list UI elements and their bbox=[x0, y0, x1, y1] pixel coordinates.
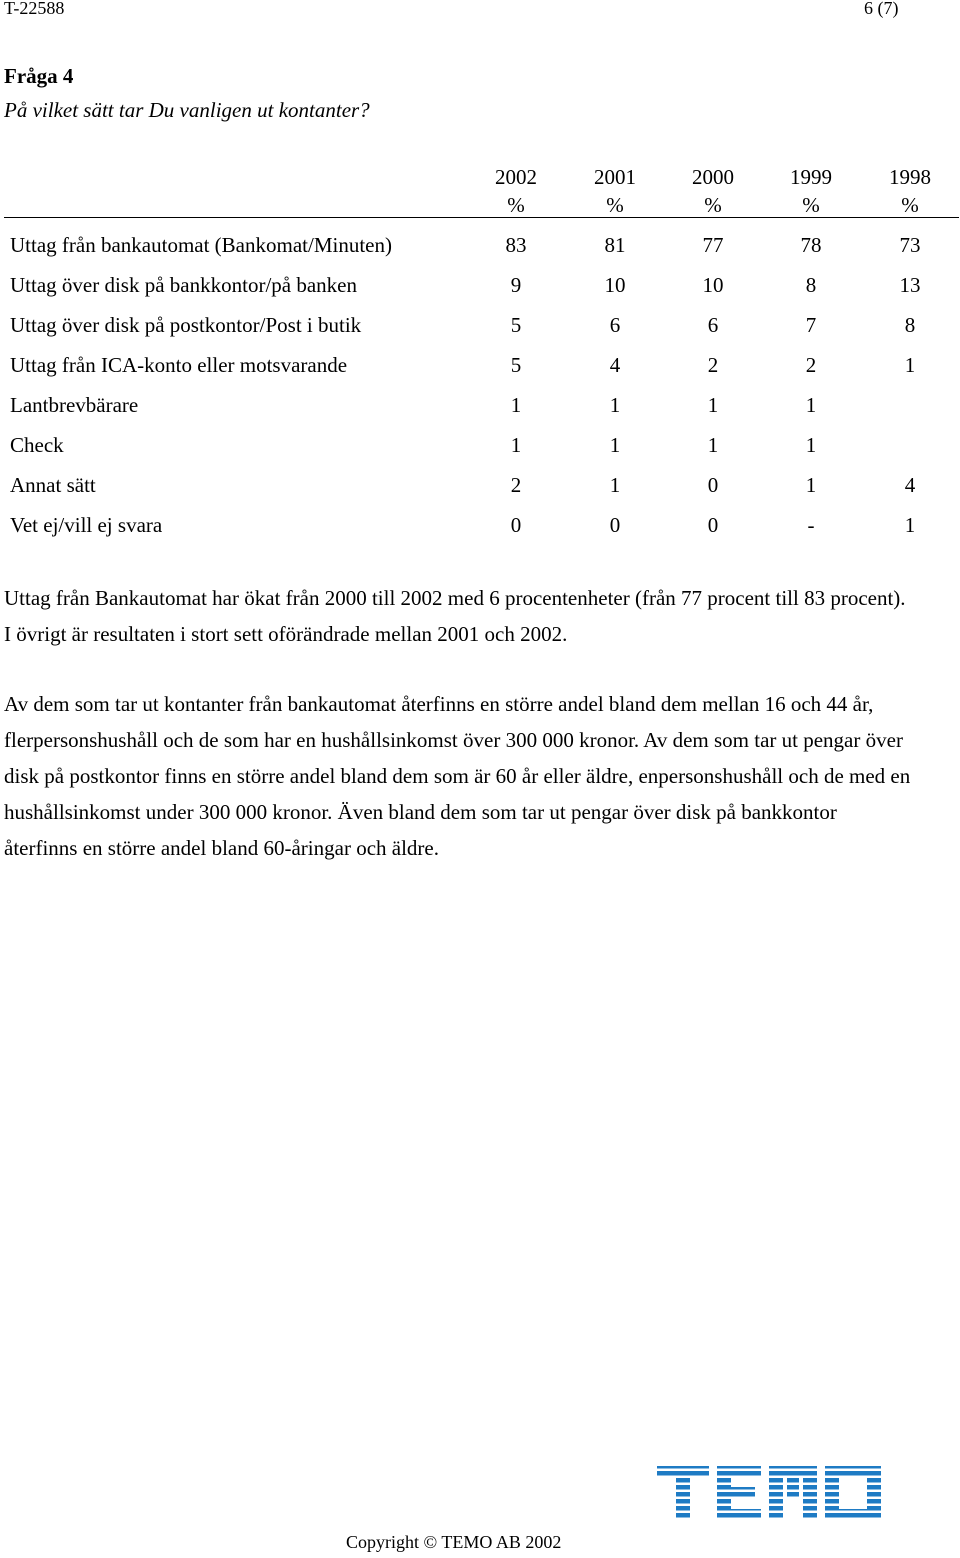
table-cell: 81 bbox=[604, 233, 626, 257]
row-label: Uttag från ICA-konto eller motsvarande bbox=[10, 353, 348, 377]
column-header-1998 bbox=[875, 163, 945, 219]
column-year: 2002 bbox=[495, 165, 537, 189]
summary-paragraph: Uttag från Bankautomat har ökat från 2000 till 2002 med 6 procentenheter (från 77 procent till 83 procent). I övrigt är resultaten i stort sett oförändrade mellan 2001 och 2002. bbox=[4, 586, 906, 646]
row-label: Annat sätt bbox=[10, 473, 96, 497]
page-number: 6 (7) bbox=[864, 0, 899, 18]
table-cell: 2 bbox=[707, 353, 719, 377]
column-year: 2000 bbox=[692, 165, 734, 189]
column-unit: % bbox=[901, 193, 919, 217]
table-cell: 4 bbox=[609, 353, 621, 377]
column-year: 1999 bbox=[790, 165, 832, 189]
table-cell: 13 bbox=[899, 273, 921, 297]
row-label: Uttag över disk på bankkontor/på banken bbox=[10, 273, 357, 297]
table-cell: 77 bbox=[702, 233, 724, 257]
table-cell: 1 bbox=[510, 433, 522, 457]
table-cell: 1 bbox=[609, 433, 621, 457]
table-cell: 2 bbox=[510, 473, 522, 497]
table-cell: 1 bbox=[707, 433, 719, 457]
table-cell: 1 bbox=[904, 353, 916, 377]
table-cell: 2 bbox=[805, 353, 817, 377]
temo-logo bbox=[655, 1464, 885, 1527]
table-cell: 6 bbox=[707, 313, 719, 337]
doc-id: T-22588 bbox=[4, 0, 65, 18]
copyright-text: Copyright © TEMO AB 2002 bbox=[346, 1532, 562, 1552]
table-cell: 1 bbox=[609, 393, 621, 417]
table-cell: 10 bbox=[702, 273, 724, 297]
column-header-2002 bbox=[481, 163, 551, 219]
detail-paragraph: Av dem som tar ut kontanter från bankautomat återfinns en större andel bland dem mellan 16 och 44 år, flerpersonshushåll och de som har en hushållsinkomst över 300 000 kronor. Av dem som tar ut pengar över disk på postkontor finns en större andel bland dem som är 60 år eller äldre, enpersonshushåll och de med en hushållsinkomst under 300 000 kronor. Även bland dem som tar ut pengar över disk på bankkontor återfinns en större andel bland 60-åringar och äldre. bbox=[4, 692, 911, 860]
table-cell: 73 bbox=[899, 233, 921, 257]
column-unit: % bbox=[802, 193, 820, 217]
table-cell: 1 bbox=[805, 393, 817, 417]
table-cell: 6 bbox=[609, 313, 621, 337]
table-cell: 1 bbox=[805, 433, 817, 457]
table-cell: 78 bbox=[800, 233, 822, 257]
table-cell: 4 bbox=[904, 473, 916, 497]
table-cell: 1 bbox=[510, 393, 522, 417]
table-cell: 5 bbox=[510, 313, 522, 337]
table-cell: 9 bbox=[510, 273, 522, 297]
header-rule bbox=[4, 217, 959, 218]
table-cell: 10 bbox=[604, 273, 626, 297]
row-label: Lantbrevbärare bbox=[10, 393, 139, 417]
column-year: 2001 bbox=[594, 165, 636, 189]
table-cell: 1 bbox=[609, 473, 621, 497]
table-cell: 83 bbox=[505, 233, 527, 257]
table-cell: 0 bbox=[707, 513, 719, 537]
row-label: Vet ej/vill ej svara bbox=[10, 513, 163, 537]
column-header-1999 bbox=[776, 163, 846, 219]
table-cell: 7 bbox=[805, 313, 817, 337]
question-title: Fråga 4 bbox=[4, 64, 74, 88]
table-cell: 8 bbox=[805, 273, 817, 297]
row-label: Check bbox=[10, 433, 64, 457]
row-label: Uttag över disk på postkontor/Post i butik bbox=[10, 313, 362, 337]
column-unit: % bbox=[507, 193, 525, 217]
column-header-2000 bbox=[678, 163, 748, 219]
column-unit: % bbox=[606, 193, 624, 217]
table-cell: 1 bbox=[904, 513, 916, 537]
row-label: Uttag från bankautomat (Bankomat/Minuten) bbox=[10, 233, 392, 257]
table-cell: 8 bbox=[904, 313, 916, 337]
table-cell: 0 bbox=[707, 473, 719, 497]
table-cell: 0 bbox=[510, 513, 522, 537]
table-cell: 1 bbox=[707, 393, 719, 417]
question-text: På vilket sätt tar Du vanligen ut kontanter? bbox=[4, 98, 370, 122]
column-year: 1998 bbox=[889, 165, 931, 189]
column-unit: % bbox=[704, 193, 722, 217]
table-cell: 1 bbox=[805, 473, 817, 497]
column-header-2001 bbox=[580, 163, 650, 219]
table-cell: - bbox=[807, 513, 815, 537]
temo-logo-graphic bbox=[655, 1464, 885, 1522]
table-cell: 0 bbox=[609, 513, 621, 537]
table-cell: 5 bbox=[510, 353, 522, 377]
